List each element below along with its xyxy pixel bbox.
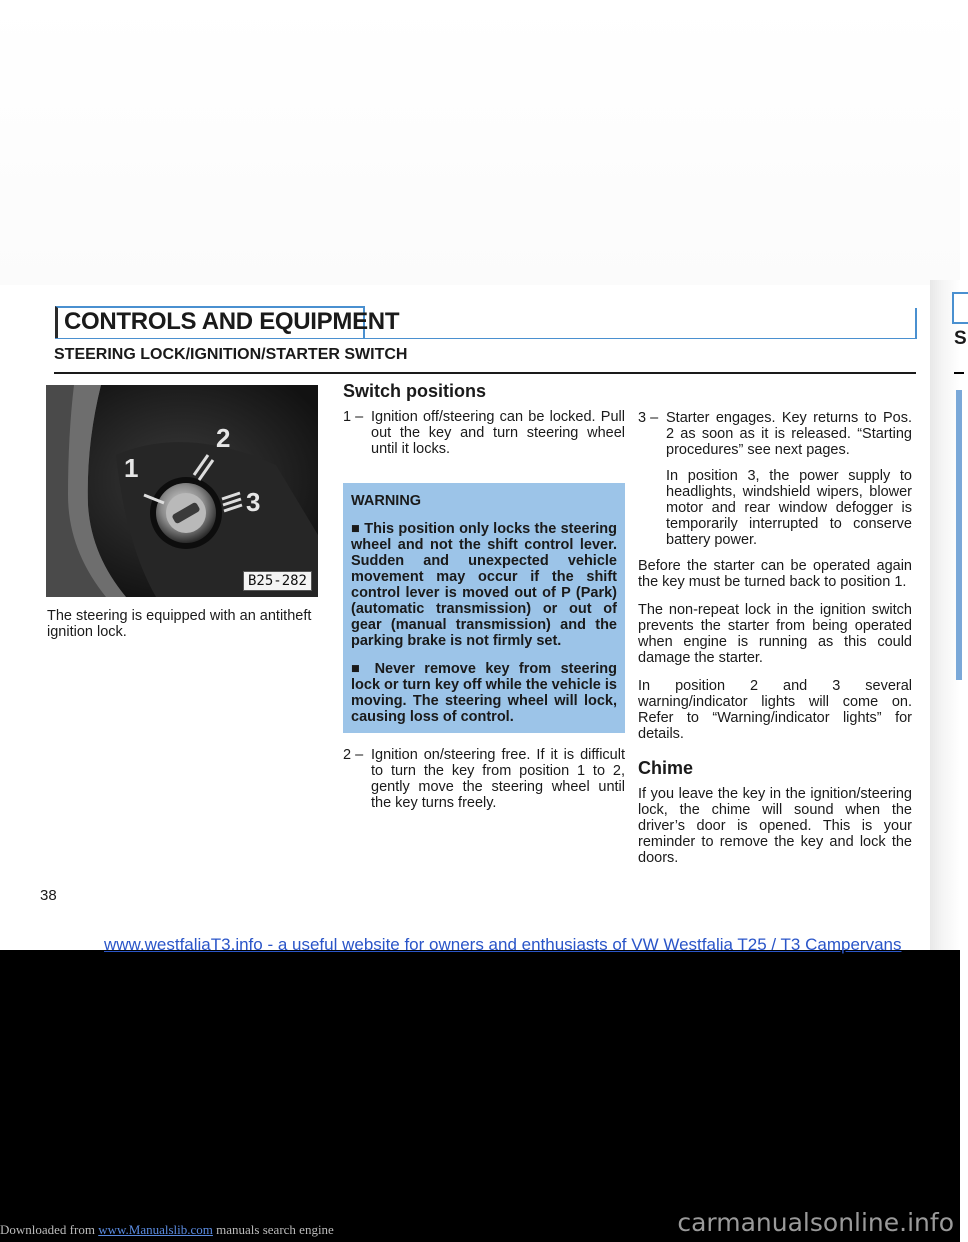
- position-2-text: Ignition on/steering free. If it is difficult to turn the key from position 1 to 2, gently move the steering wheel until the key turns freely.: [371, 747, 625, 811]
- site-watermark: carmanualsonline.info: [677, 1208, 954, 1237]
- position-3-item: [638, 410, 912, 558]
- position-1-item: [343, 409, 625, 467]
- chime-title: Chime: [638, 758, 694, 778]
- ignition-lock-photo: [46, 385, 318, 597]
- westfalia-footer-link[interactable]: www.westfaliaT3.info - a useful website for owners and enthusiasts of VW Westfalia T25 / T3 Campervans: [104, 935, 902, 954]
- next-page-letter: S: [954, 328, 967, 349]
- warning-title: WARNING: [351, 493, 422, 509]
- scan-dark-band: [0, 950, 960, 1242]
- download-prefix: Downloaded from: [0, 1222, 95, 1237]
- position-2-number: 2 –: [343, 747, 364, 763]
- ignition-lock-illustration: [46, 385, 318, 597]
- right-column: [638, 410, 912, 878]
- subsection-title: STEERING LOCK/IGNITION/STARTER SWITCH: [54, 346, 408, 363]
- manualslib-link[interactable]: www.Manualslib.com: [98, 1222, 213, 1237]
- position-3-text-a: Starter engages. Key returns to Pos. 2 as soon as it is released. “Starting procedures” see next pages.: [666, 410, 912, 458]
- chime-text: If you leave the key in the ignition/steering lock, the chime will sound when the driver’s door is opened. This is your reminder to remove the key and lock the doors.: [638, 786, 912, 866]
- warning-item-1: ■ This position only locks the steering wheel and not the shift control lever. Sudden and unexpected vehicle movement may occur if the shift control lever is moved out of P (Park) (automatic transmission) or out of gear (manual transmission) and the parking brake is not firmly set.: [351, 521, 617, 649]
- figure-caption: The steering is equipped with an antitheft ignition lock.: [47, 608, 312, 640]
- next-page-blue-band: [956, 390, 962, 680]
- switch-positions-title: Switch positions: [343, 381, 487, 401]
- paragraph-indicator-lights: In position 2 and 3 several warning/indicator lights will come on. Refer to “Warning/indicator lights” for details.: [638, 678, 912, 742]
- download-suffix: manuals search engine: [216, 1222, 334, 1237]
- paragraph-restart: Before the starter can be operated again the key must be turned back to position 1.: [638, 558, 912, 590]
- paragraph-non-repeat-lock: The non-repeat lock in the ignition switch prevents the starter from being operated when engine is running as this could damage the starter.: [638, 602, 912, 666]
- page-number: 38: [40, 887, 57, 904]
- next-page-edge: [930, 280, 967, 960]
- position-1-number: 1 –: [343, 409, 364, 425]
- next-page-header-box: [952, 292, 968, 324]
- position-3-text-b: In position 3, the power supply to headlights, windshield wipers, blower motor and rear window defogger is temporarily interrupted to conserve battery power.: [666, 468, 912, 548]
- switch-positions-column: [343, 383, 625, 821]
- figure-code: B25-282: [243, 571, 312, 591]
- next-page-rule: [954, 372, 964, 374]
- section-title: CONTROLS AND EQUIPMENT: [64, 308, 400, 335]
- figure-label-1: 1: [124, 453, 139, 483]
- position-1-text: Ignition off/steering can be locked. Pull out the key and turn steering wheel until it locks.: [371, 409, 625, 457]
- position-3-number: 3 –: [638, 410, 659, 426]
- blank-top-margin: [0, 0, 960, 285]
- figure-label-2: 2: [216, 423, 231, 453]
- warning-item-2: ■ Never remove key from steering lock or turn key off while the vehicle is moving. The steering wheel will lock, causing loss of control.: [351, 661, 617, 725]
- warning-box: [343, 483, 625, 733]
- download-footer: [0, 1222, 334, 1238]
- header-divider: [54, 372, 916, 374]
- figure-label-3: 3: [246, 487, 261, 517]
- position-2-item: [343, 747, 625, 821]
